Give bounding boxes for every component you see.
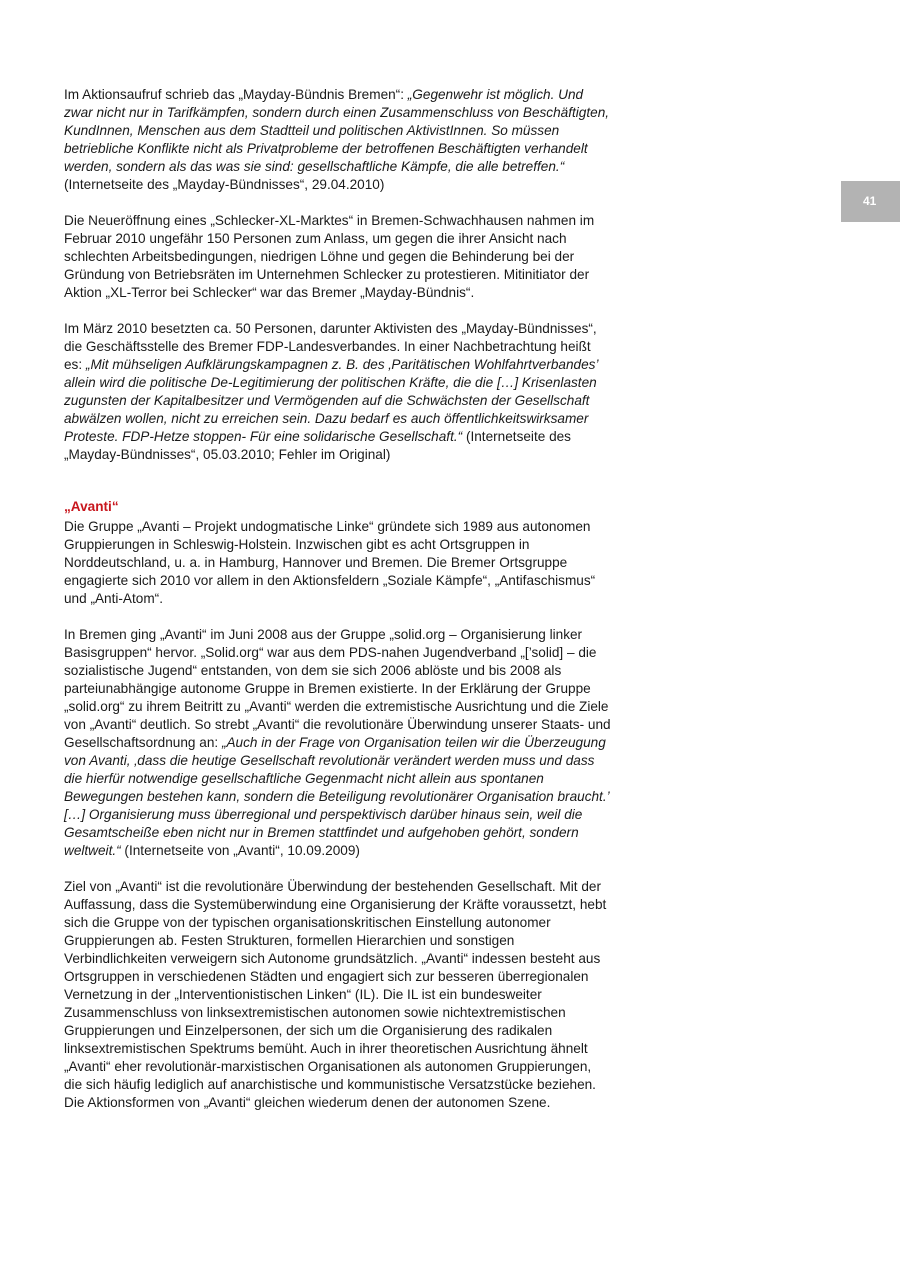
paragraph-mayday-call: [64, 86, 612, 194]
citation-text: (Internetseite des „Mayday-Bündnisses“, 05.03.2010; Fehler im Original): [64, 429, 571, 462]
quote-text: „Auch in der Frage von Organisation teilen wir die Überzeugung von Avanti, ‚dass die heutige Gesellschaft revolutionär verändert werden muss und dass die hierfür notwendige gesellschaftliche Gegenmacht nicht allein aus spontanen Bewegungen bestehen kann, sondern die Beteiligung revolutionärer Organisation braucht.’ […] Organisierung muss überregional und perspektivisch darüber hinaus sein, weil die Gesamtscheiße eben nicht nur in Bremen stattfindet und aufgehoben gehört, sondern weltweit.“: [64, 735, 609, 858]
quote-text: „Mit mühseligen Aufklärungskampagnen z. B. des ‚Paritätischen Wohlfahrtverbandes’ allein wird die politische De-Legitimierung der politischen Kräfte, die die […] Krisenlasten zugunsten der Kapitalbesitzer und Vermögenden auf die Schwächsten der Gesellschaft abwälzen wollen, nicht zu erreichen sein. Dazu bedarf es auch öffentlichkeitswirksamer Proteste. FDP-Hetze stoppen- Für eine solidarische Gesellschaft.“: [64, 357, 598, 444]
paragraph-text: Im Aktionsaufruf schrieb das „Mayday-Bündnis Bremen“:: [64, 87, 408, 102]
paragraph-text: Die Neueröffnung eines „Schlecker-XL-Marktes“ in Bremen-Schwachhausen nahmen im Februar 2010 ungefähr 150 Personen zum Anlass, um gegen die ihrer Ansicht nach schlechten Arbeitsbedingungen, niedrigen Löhne und gegen die Behinderung bei der Gründung von Betriebsräten im Unternehmen Schlecker zu protestieren. Mitinitiator der Aktion „XL-Terror bei Schlecker“ war das Bremer „Mayday-Bündnis“.: [64, 213, 595, 300]
citation-text: (Internetseite von „Avanti“, 10.09.2009): [120, 843, 360, 858]
paragraph-avanti-bremen: [64, 626, 612, 860]
citation-text: (Internetseite des „Mayday-Bündnisses“, 29.04.2010): [64, 177, 385, 192]
paragraph-text: Ziel von „Avanti“ ist die revolutionäre Überwindung der bestehenden Gesellschaft. Mit der Auffassung, dass die Systemüberwindung eine Organisierung der Kräfte voraussetzt, hebt sich die Gruppe von der typischen organisationskritischen Einstellung autonomer Gruppierungen ab. Festen Strukturen, formellen Hierarchien und sonstigen Verbindlichkeiten verweigern sich Autonome grundsätzlich. „Avanti“ indessen besteht aus Ortsgruppen in verschiedenen Städten und engagiert sich zur besseren überregionalen Vernetzung in der „Interventionistischen Linken“ (IL). Die IL ist ein bundesweiter Zusammenschluss von linksextremistischen autonomen sowie nichtextremistischen Gruppierungen und Einzelpersonen, der sich um die Organisierung des radikalen linksextremistischen Spektrums bemüht. Auch in ihrer theoretischen Ausrichtung ähnelt „Avanti“ eher revolutionär-marxistischen Organisationen als autonomen Gruppierungen, die sich häufig lediglich auf anarchistische und kommunistische Versatzstücke beziehen. Die Aktionsformen von „Avanti“ gleichen wiederum denen der autonomen Szene.: [64, 879, 607, 1110]
paragraph-schlecker: [64, 212, 612, 302]
paragraph-avanti-founding: [64, 518, 612, 608]
paragraph-text: In Bremen ging „Avanti“ im Juni 2008 aus der Gruppe „solid.org – Organisierung linker Basisgruppen“ hervor. „Solid.org“ war aus dem PDS-nahen Jugendverband „[’solid] – die sozialistische Jugend“ entstanden, von dem sie sich 2006 ablöste und bis 2008 als parteiunabhängige autonome Gruppe in Bremen existierte. In der Erklärung der Gruppe „solid.org“ zu ihrem Beitritt zu „Avanti“ werden die extremistische Ausrichtung und die Ziele von „Avanti“ deutlich. So strebt „Avanti“ die revolutionäre Überwindung unserer Staats- und Gesellschaftsordnung an:: [64, 627, 611, 750]
section-heading-avanti: „Avanti“: [64, 499, 119, 514]
paragraph-text: Die Gruppe „Avanti – Projekt undogmatische Linke“ gründete sich 1989 aus autonomen Gruppierungen in Schleswig-Holstein. Inzwischen gibt es acht Ortsgruppen in Norddeutschland, u. a. in Hamburg, Hannover und Bremen. Die Bremer Ortsgruppe engagierte sich 2010 vor allem in den Aktionsfeldern „Soziale Kämpfe“, „Antifaschismus“ und „Anti-Atom“.: [64, 519, 596, 606]
page-number: 41: [863, 194, 877, 208]
page-number-tab: [841, 181, 900, 222]
paragraph-avanti-goal: [64, 878, 612, 1112]
quote-text: „Gegenwehr ist möglich. Und zwar nicht nur in Tarifkämpfen, sondern durch einen Zusammenschluss von Beschäftigten, KundInnen, Menschen aus dem Stadtteil und politischen AktivistInnen. So müssen betriebliche Konflikte nicht als Privatprobleme der betroffenen Beschäftigten verhandelt werden, sondern als das was sie sind: gesellschaftliche Kämpfe, die alle betreffen.“: [64, 87, 610, 174]
paragraph-fdp-occupation: [64, 320, 612, 464]
body-text: [64, 86, 612, 1130]
paragraph-text: Im März 2010 besetzten ca. 50 Personen, darunter Aktivisten des „Mayday-Bündnisses“, die Geschäftsstelle des Bremer FDP-Landesverbandes. In einer Nachbetrachtung heißt es:: [64, 321, 597, 372]
